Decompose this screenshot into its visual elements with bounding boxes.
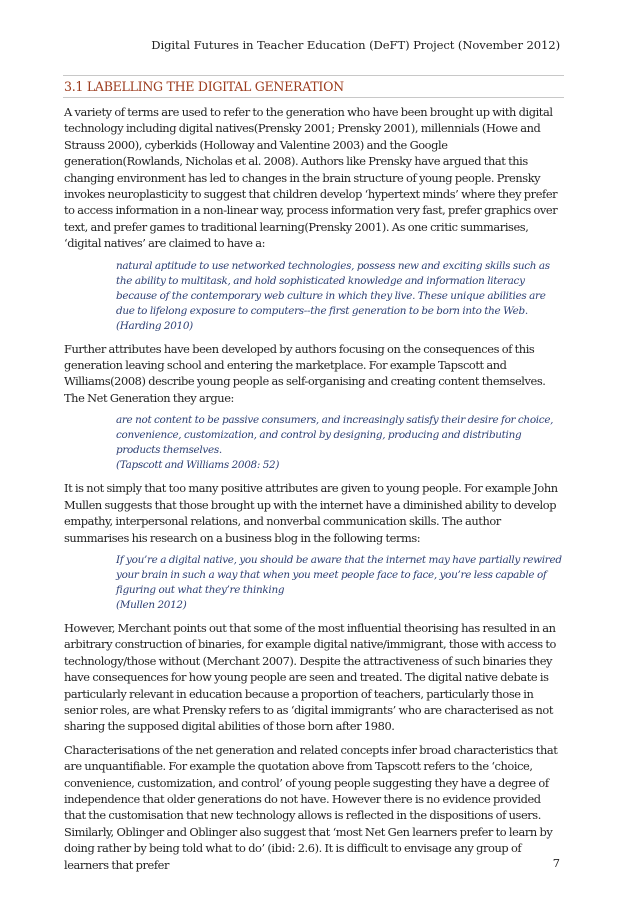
paragraph-1: A variety of terms are used to refer to the generation who have been brought up with digital technology including digital natives(Prensky 2001; Prensky 2001), millennials (Howe and Strauss 2000), cyberkids (Holloway and Valentine 2003) and the Google generation(Rowlands, Nicholas et al. 2008). Authors like Prensky have argued that this changing environment has led to changes in the brain structure of young people. Prensky invokes neuroplasticity to suggest that children develop ‘hypertext minds’ where they prefer to access information in a non-linear way, process information very fast, prefer graphics over text, and prefer games to traditional learning(Prensky 2001). As one critic summarises, ‘digital natives’ are claimed to have a: xyxy=(64,105,558,251)
block-quote-mullen xyxy=(64,553,563,613)
section-rule-top xyxy=(63,75,564,76)
body-text xyxy=(64,104,563,880)
paragraph-2: Further attributes have been developed by authors focusing on the consequences of this generation leaving school and entering the marketplace. For example Tapscott and Williams(2008) describe young people as self-organising and creating content themselves. The Net Generation they argue: xyxy=(64,341,546,405)
quote-citation: (Harding 2010) xyxy=(116,319,193,332)
section-rule-bottom xyxy=(63,97,564,98)
running-header: Digital Futures in Teacher Education (DeFT) Project (November 2012) xyxy=(151,38,560,52)
page-number: 7 xyxy=(552,856,560,870)
quote-citation: (Tapscott and Williams 2008: 52) xyxy=(116,459,280,472)
quote-text: If you’re a digital native, you should be aware that the internet may have partially rewired your brain in such a way that when you meet people face to face, you’re less capable of figuring out what they’re thinking xyxy=(116,553,562,596)
paragraph-3: It is not simply that too many positive attributes are given to young people. For example John Mullen suggests that those brought up with the internet have a diminished ability to develop empathy, interpersonal relations, and nonverbal communication skills. The author summarises his research on a business blog in the following terms: xyxy=(64,481,558,545)
block-quote-harding xyxy=(64,259,563,334)
paragraph-4: However, Merchant points out that some of the most influential theorising has resulted in an arbitrary construction of binaries, for example digital native/immigrant, those with access to technology/those without (Merchant 2007). Despite the attractiveness of such binaries they have consequences for how young people are seen and treated. The digital native debate is particularly relevant in education because a proportion of teachers, particularly those in senior roles, are what Prensky refers to as ‘digital immigrants’ who are characterised as not sharing the supposed digital abilities of those born after 1980. xyxy=(64,620,556,734)
section-title: 3.1 LABELLING THE DIGITAL GENERATION xyxy=(64,79,344,94)
quote-citation: (Mullen 2012) xyxy=(116,598,187,611)
quote-text: are not content to be passive consumers, and increasingly satisfy their desire for choice, convenience, customization, and control by designing, producing and distributing products themselves. xyxy=(116,414,554,457)
quote-text: natural aptitude to use networked technologies, possess new and exciting skills such as the ability to multitask, and hold sophisticated knowledge and information literacy because of the contemporary web culture in which they live. These unique abilities are due to lifelong exposure to computers--the first generation to be born into the Web. xyxy=(116,259,550,317)
block-quote-tapscott xyxy=(64,413,563,473)
paragraph-5: Characterisations of the net generation and related concepts infer broad characteristics that are unquantifiable. For example the quotation above from Tapscott refers to the ‘choice, convenience, customization, and control’ of young people suggesting they have a degree of independence that older generations do not have. However there is no evidence provided that the customisation that new technology allows is reflected in the dispositions of users. Similarly, Oblinger and Oblinger also suggest that ‘most Net Gen learners prefer to learn by doing rather by being told what to do’ (ibid: 2.6). It is difficult to envisage any group of learners that prefer xyxy=(64,742,558,872)
